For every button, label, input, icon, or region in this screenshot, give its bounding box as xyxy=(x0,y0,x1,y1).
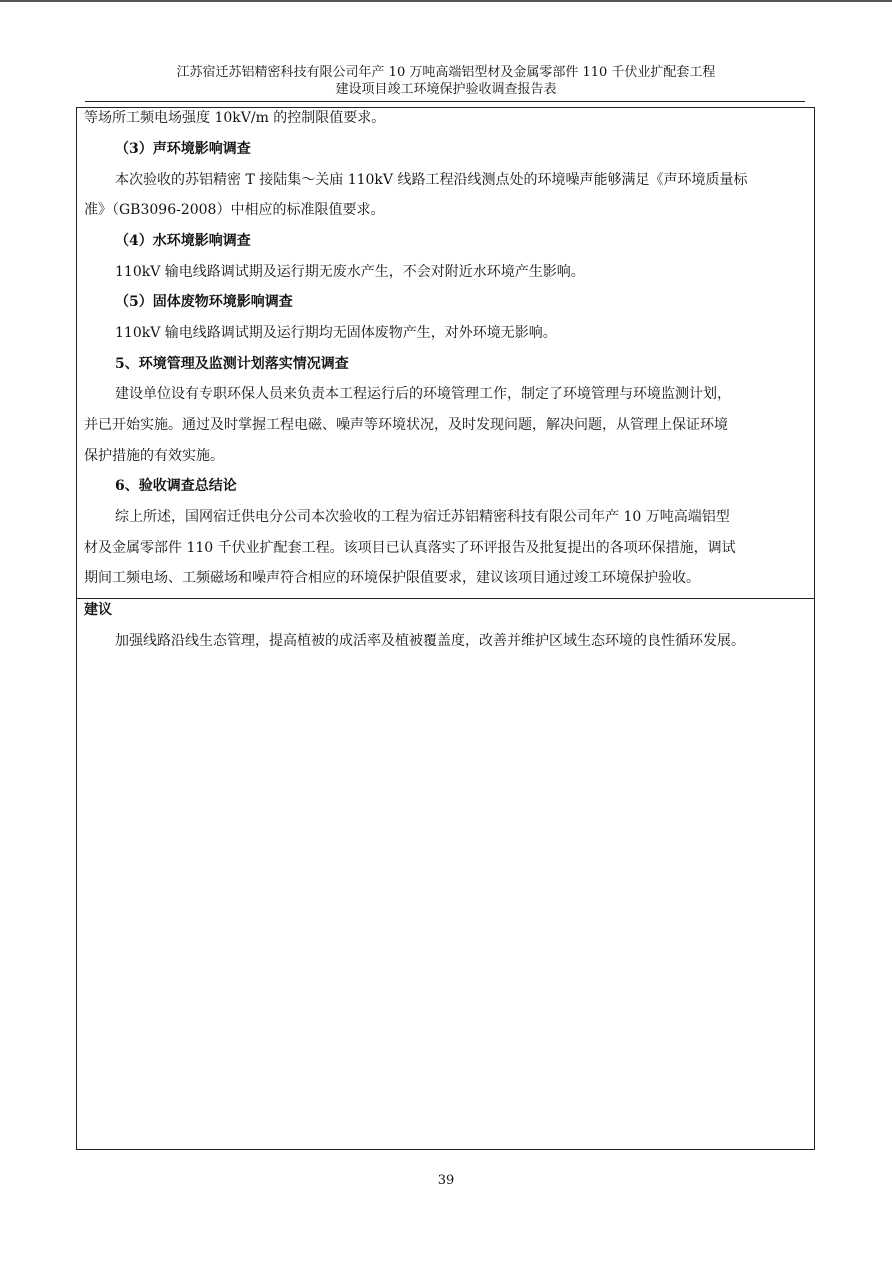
body-line: 期间工频电场、工频磁场和噪声符合相应的环境保护限值要求，建议该项目通过竣工环境保护验收。 xyxy=(84,570,700,586)
header-report-title: 建设项目竣工环境保护验收调查报告表 xyxy=(335,82,557,97)
suggestion-title: 建议 xyxy=(84,602,112,618)
section-heading-management: 5、环境管理及监测计划落实情况调查 xyxy=(115,356,349,372)
header-underline xyxy=(85,101,805,102)
body-line: 110kV 输电线路调试期及运行期无废水产生，不会对附近水环境产生影响。 xyxy=(115,264,585,280)
body-line: 材及金属零部件 110 千伏业扩配套工程。该项目已认真落实了环评报告及批复提出的各项环保措施，调试 xyxy=(84,540,736,556)
body-line: 综上所述，国网宿迁供电分公司本次验收的工程为宿迁苏铝精密科技有限公司年产 10 万吨高端铝型 xyxy=(115,509,730,525)
top-edge-rule xyxy=(0,0,892,2)
table-row-divider xyxy=(76,598,815,599)
body-line: 建设单位设有专职环保人员来负责本工程运行后的环境管理工作，制定了环境管理与环境监测计划， xyxy=(115,386,731,402)
body-line: 等场所工频电场强度 10kV/m 的控制限值要求。 xyxy=(84,110,386,126)
body-line: 110kV 输电线路调试期及运行期均无固体废物产生，对外环境无影响。 xyxy=(115,325,557,341)
section-heading-conclusion: 6、验收调查总结论 xyxy=(115,478,237,494)
section-heading-water: （4）水环境影响调查 xyxy=(115,233,251,249)
body-line: 保护措施的有效实施。 xyxy=(84,448,224,464)
section-heading-solid-waste: （5）固体废物环境影响调查 xyxy=(115,294,293,310)
body-line: 本次验收的苏铝精密 T 接陆集～关庙 110kV 线路工程沿线测点处的环境噪声能够满足《声环境质量标 xyxy=(115,172,748,188)
page-number: 39 xyxy=(437,1173,455,1188)
section-heading-sound: （3）声环境影响调查 xyxy=(115,141,251,157)
suggestion-text: 加强线路沿线生态管理，提高植被的成活率及植被覆盖度，改善并维护区域生态环境的良性循环发展。 xyxy=(115,633,745,649)
body-line: 准》（GB3096-2008）中相应的标准限值要求。 xyxy=(84,202,385,218)
header-project-title: 江苏宿迁苏铝精密科技有限公司年产 10 万吨高端铝型材及金属零部件 110 千伏业扩配套工程 xyxy=(176,65,716,80)
body-line: 并已开始实施。通过及时掌握工程电磁、噪声等环境状况，及时发现问题，解决问题，从管理上保证环境 xyxy=(84,417,728,433)
